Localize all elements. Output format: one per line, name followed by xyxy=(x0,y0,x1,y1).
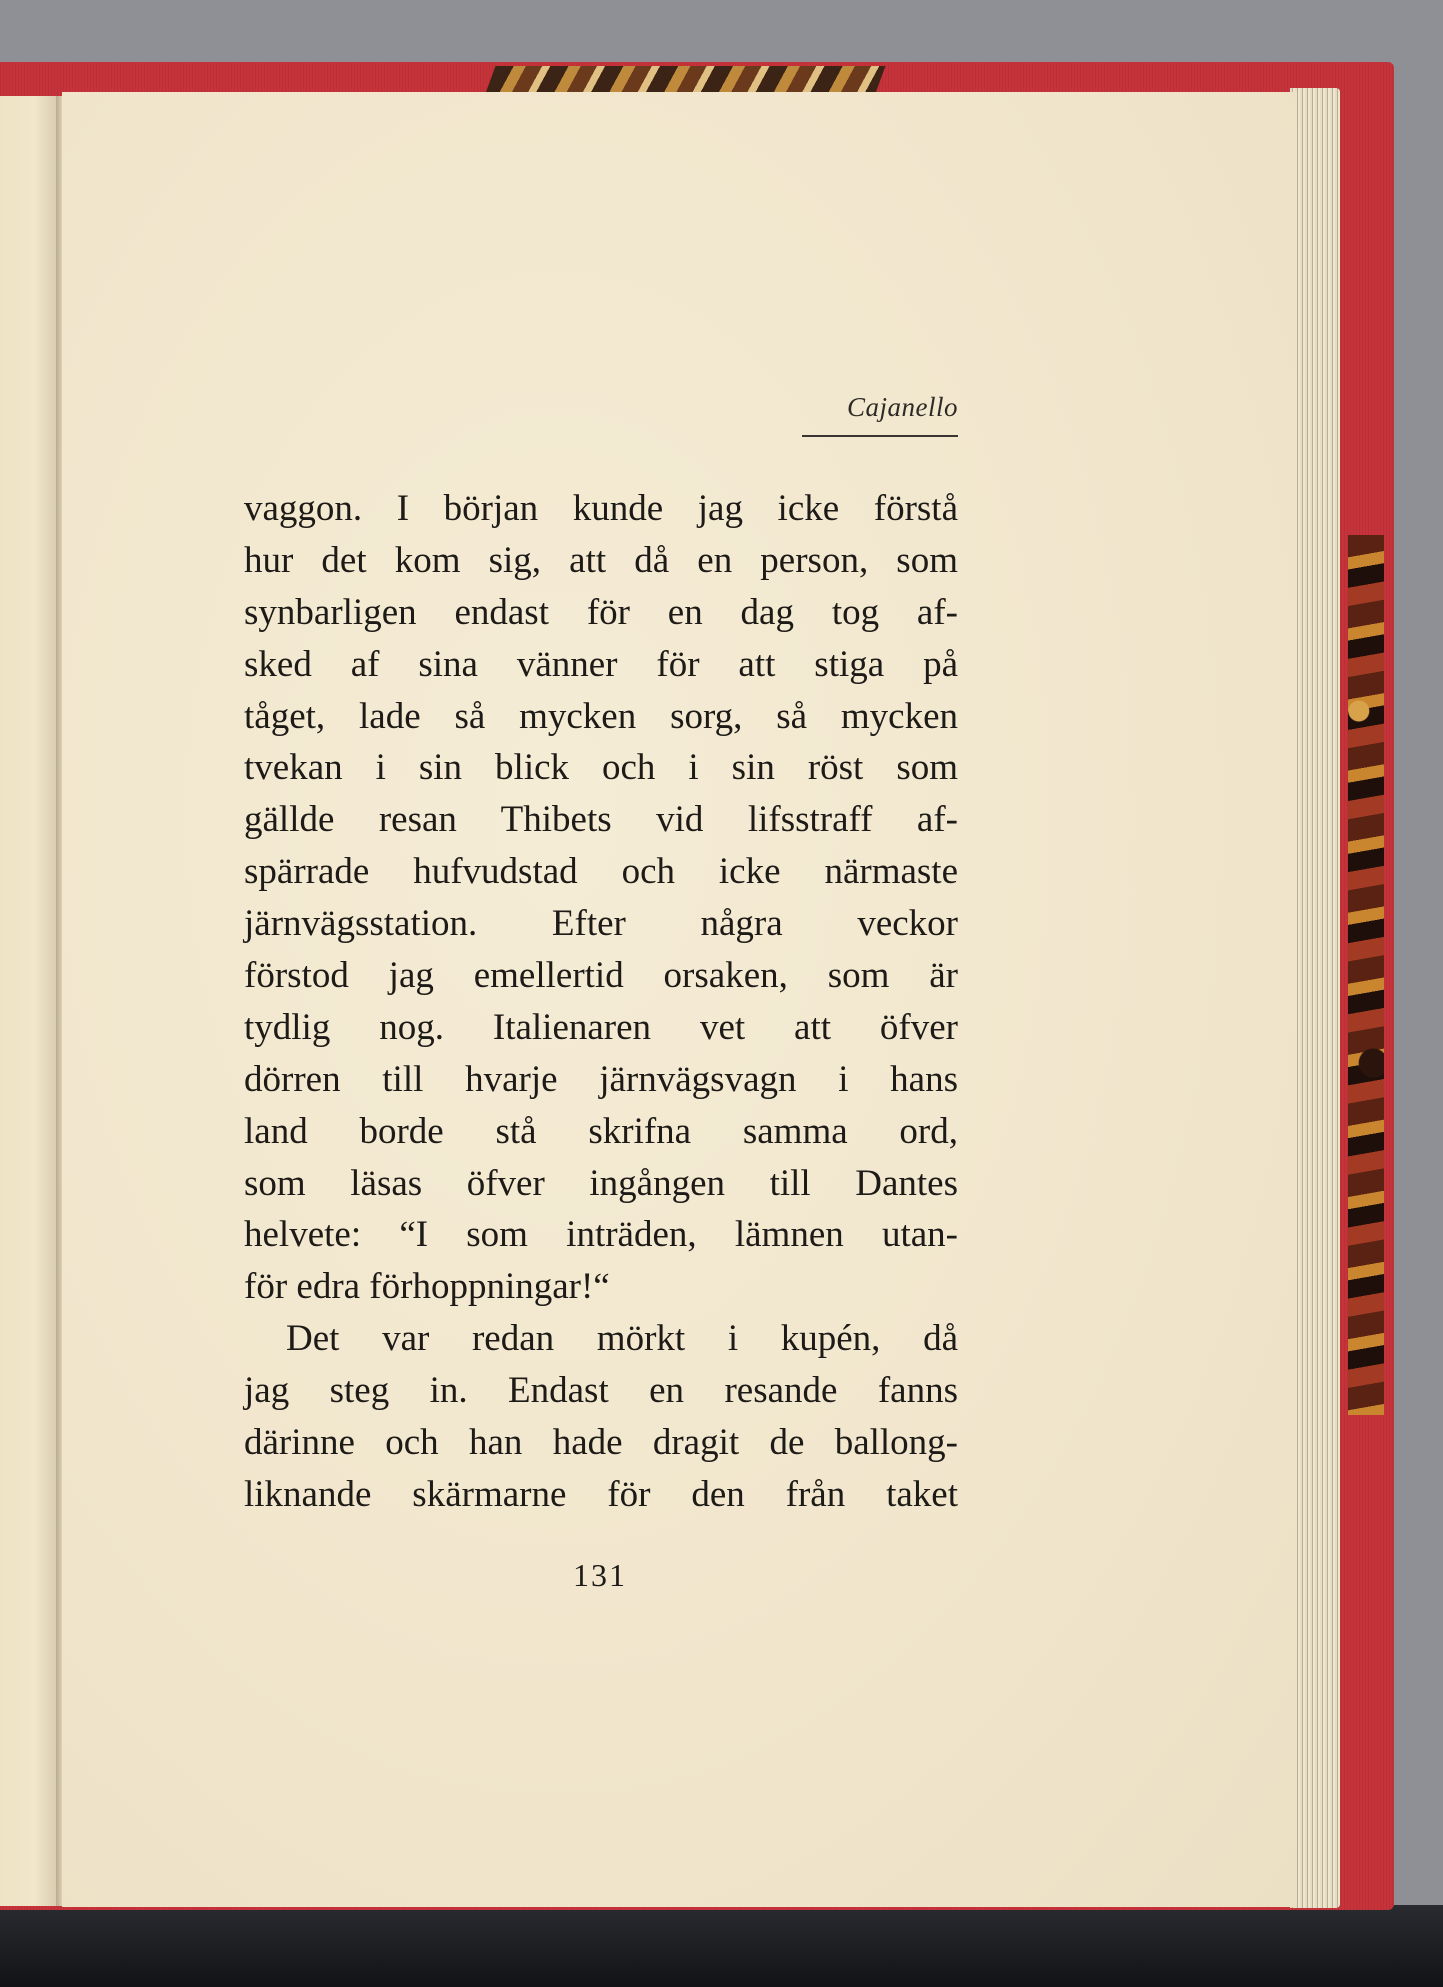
text-line: därinne och han hade dragit de ballong- xyxy=(244,1422,958,1464)
marbled-spine xyxy=(1348,535,1384,1415)
text-line: tvekan i sin blick och i sin röst som xyxy=(244,747,958,789)
text-line: helvete: “I som inträden, lämnen utan- xyxy=(244,1214,958,1256)
text-line: förstod jag emellertid orsaken, som är xyxy=(244,955,958,997)
table-shadow xyxy=(0,1905,1443,1987)
left-facing-page xyxy=(0,96,58,1906)
text-line: Det var redan mörkt i kupén, då xyxy=(286,1318,958,1360)
text-line: vaggon. I början kunde jag icke förstå xyxy=(244,488,958,529)
text-line: dörren till hvarje järnvägsvagn i hans xyxy=(244,1058,958,1100)
text-line: liknande skärmarne för den från taket xyxy=(244,1473,958,1515)
page-number: 131 xyxy=(573,1557,627,1593)
text-line: synbarligen endast för en dag tog af- xyxy=(244,591,958,633)
text-line: sked af sina vänner för att stiga på xyxy=(244,643,958,685)
text-line: tåget, lade så mycken sorg, så mycken xyxy=(244,695,958,737)
text-line: spärrade hufvudstad och icke närmaste xyxy=(244,851,958,893)
text-line: som läsas öfver ingången till Dantes xyxy=(244,1162,958,1204)
text-line: gällde resan Thibets vid lifsstraff af- xyxy=(244,799,958,841)
text-line: järnvägsstation. Efter några veckor xyxy=(244,903,958,945)
page-edges xyxy=(1290,88,1340,1908)
body-text xyxy=(244,483,958,1521)
text-line: jag steg in. Endast en resande fanns xyxy=(244,1370,958,1412)
running-head-rule xyxy=(802,435,958,437)
text-line: land borde stå skrifna samma ord, xyxy=(244,1110,958,1152)
text-line: hur det kom sig, att då en person, som xyxy=(244,539,958,581)
running-head: Cajanello xyxy=(847,392,958,422)
text-line: för edra förhoppningar!“ xyxy=(244,1266,610,1308)
text-line: tydlig nog. Italienaren vet att öfver xyxy=(244,1006,958,1048)
